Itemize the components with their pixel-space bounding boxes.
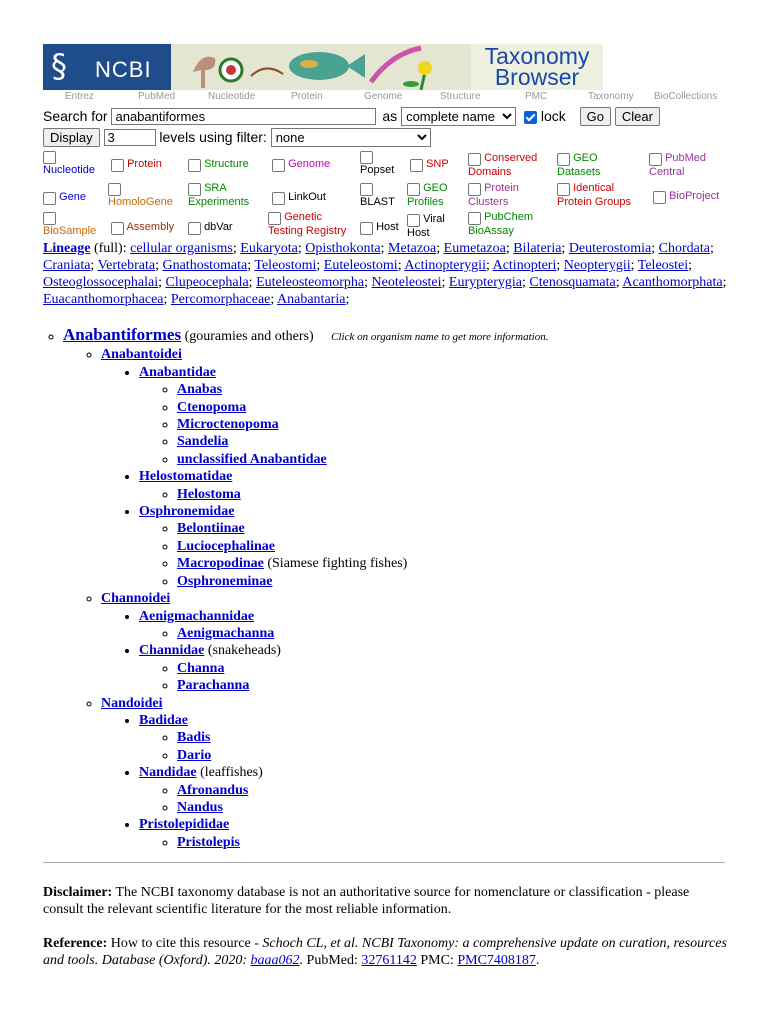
genus-item	[177, 747, 733, 764]
filter-select[interactable]	[271, 128, 431, 147]
taxon-link-genus[interactable]: Parachanna	[177, 678, 250, 694]
lineage-item[interactable]: Actinopteri	[492, 258, 557, 273]
link-filters	[43, 150, 733, 242]
family-item	[139, 642, 733, 694]
genus-item	[177, 799, 733, 816]
filter-geo-datasets[interactable]	[557, 152, 600, 179]
search-mode-select[interactable]	[401, 107, 516, 126]
lineage-item[interactable]: Gnathostomata	[162, 258, 248, 273]
taxon-link-genus[interactable]: Luciocephalinae	[177, 538, 276, 554]
identical-checkbox[interactable]	[557, 183, 570, 196]
pubmed-central-checkbox[interactable]	[649, 153, 662, 166]
bioproject-label: BioProject	[669, 190, 720, 202]
tree-hint: Click on organism name to get more information.	[331, 331, 549, 343]
family-item	[139, 816, 733, 851]
ncbi-logo[interactable]	[43, 44, 171, 90]
lineage-item[interactable]: Vertebrata	[97, 258, 156, 273]
viral-host-checkbox[interactable]	[407, 214, 420, 227]
lineage-item[interactable]: Anabantaria	[277, 292, 346, 307]
reference-pmc-label: PMC:	[420, 953, 454, 968]
bioproject-checkbox[interactable]	[653, 191, 666, 204]
lineage-item[interactable]: Eumetazoa	[443, 241, 506, 256]
suborder-item	[101, 590, 733, 694]
search-row	[43, 107, 660, 126]
root-common-name: (gouramies and others)	[184, 329, 314, 344]
filter-snp[interactable]	[410, 158, 449, 172]
genus-item	[177, 381, 733, 398]
geo-datasets-checkbox[interactable]	[557, 153, 570, 166]
genus-list	[139, 520, 733, 590]
geo-profiles-checkbox[interactable]	[407, 183, 420, 196]
family-list	[101, 712, 733, 851]
genus-item	[177, 782, 733, 799]
host-label: Host	[376, 221, 399, 233]
family-item	[139, 764, 733, 816]
protein-clusters-label: Protein	[484, 182, 519, 194]
lineage-item[interactable]: Clupeocephala	[165, 275, 249, 290]
reference-label: Reference:	[43, 936, 108, 951]
lineage-item[interactable]: Osteoglossocephalai	[43, 275, 159, 290]
lineage-item[interactable]: Deuterostomia	[568, 241, 652, 256]
sra-checkbox[interactable]	[188, 183, 201, 196]
taxon-link-genus[interactable]: Helostoma	[177, 486, 241, 502]
family-list	[101, 364, 733, 590]
genus-item	[177, 834, 733, 851]
lineage-item[interactable]: Neoteleostei	[371, 275, 442, 290]
lineage-item[interactable]: Neopterygii	[563, 258, 631, 273]
filter-geo-profiles[interactable]	[407, 182, 448, 209]
tab-biocollections[interactable]: BioCollections	[654, 91, 718, 102]
dbvar-checkbox[interactable]	[188, 222, 201, 235]
taxon-link-genus[interactable]: Channa	[177, 660, 225, 676]
taxon-link-genus[interactable]: Anabas	[177, 382, 223, 398]
ncbi-logo-text: NCBI	[95, 57, 152, 82]
ncbi-banner	[43, 44, 603, 90]
lineage-item[interactable]: Chordata	[658, 241, 710, 256]
snp-label: SNP	[426, 158, 449, 170]
tab-structure[interactable]: Structure	[440, 91, 481, 102]
taxonomy-tree	[43, 326, 733, 851]
lineage-item[interactable]: Opisthokonta	[305, 241, 381, 256]
taxon-link-genus[interactable]: Belontiinae	[177, 521, 245, 537]
genus-item	[177, 677, 733, 694]
protein-groups-label: Protein Groups	[557, 196, 631, 208]
filter-bioproject[interactable]	[653, 190, 719, 204]
genus-item	[177, 433, 733, 450]
genus-item	[177, 486, 733, 503]
homologene-label: HomoloGene	[108, 196, 173, 208]
genus-item	[177, 416, 733, 433]
viral-label: Viral	[423, 213, 445, 225]
reference-pubmed-label: . PubMed:	[299, 953, 358, 968]
taxon-link-family[interactable]: Channidae	[139, 643, 205, 659]
filter-popset[interactable]	[360, 150, 394, 177]
lineage-item[interactable]: Ctenosquamata	[529, 275, 616, 290]
filter-identical-protein-groups[interactable]	[557, 182, 631, 209]
lineage-item[interactable]: Eurypterygia	[448, 275, 522, 290]
filter-conserved-domains[interactable]	[468, 152, 537, 179]
taxon-link-genus[interactable]: Afronandus	[177, 782, 249, 798]
central-label: Central	[649, 166, 685, 178]
taxon-link-family[interactable]: Osphronemidae	[139, 504, 235, 520]
filter-host[interactable]	[360, 221, 399, 235]
filter-assembly[interactable]	[111, 221, 174, 235]
filter-homologene[interactable]	[108, 182, 173, 209]
title-line-2: Browser	[494, 64, 580, 90]
tab-nucleotide[interactable]: Nucleotide	[208, 91, 256, 102]
taxon-link-genus[interactable]: Sandelia	[177, 434, 229, 450]
filter-pubmed-central[interactable]	[649, 152, 706, 179]
tab-protein[interactable]: Protein	[291, 91, 323, 102]
genus-list	[139, 834, 733, 851]
genus-item	[177, 538, 733, 555]
domains-label: Domains	[468, 166, 512, 178]
conserved-checkbox[interactable]	[468, 153, 481, 166]
filter-nucleotide[interactable]	[43, 150, 95, 177]
genetic-testing-checkbox[interactable]	[268, 212, 281, 225]
taxonomy-browser-title	[471, 44, 603, 90]
lineage-link[interactable]: Lineage	[43, 241, 91, 256]
genus-common-name: (Siamese fighting fishes)	[267, 556, 408, 572]
genus-item	[177, 451, 733, 468]
gene-checkbox[interactable]	[43, 192, 56, 205]
title-line-1: Taxonomy	[484, 43, 590, 69]
filter-linkout[interactable]	[272, 191, 326, 205]
family-common-name: (leaffishes)	[200, 765, 263, 781]
genus-item	[177, 399, 733, 416]
taxon-link-family[interactable]: Nandidae	[139, 765, 197, 781]
blast-label: BLAST	[360, 196, 395, 208]
genetic-label: Genetic	[284, 211, 322, 223]
display-button[interactable]: Display	[43, 128, 100, 147]
lineage-item[interactable]: cellular organisms	[130, 241, 233, 256]
lineage-item[interactable]: Bilateria	[513, 241, 562, 256]
clusters-label: Clusters	[468, 196, 509, 208]
pubchem-checkbox[interactable]	[468, 212, 481, 225]
identical-label: Identical	[573, 182, 615, 194]
geo-label: GEO	[573, 152, 598, 164]
blast-checkbox[interactable]	[360, 183, 373, 196]
disclaimer-text: The NCBI taxonomy database is not an authoritative source for nomenclature or classification - please consult the relevant scientific literature for the most reliable information.	[43, 885, 690, 917]
genus-item	[177, 729, 733, 746]
experiments-label: Experiments	[188, 196, 250, 208]
reference-intro: How to cite this resource -	[110, 936, 259, 951]
tab-taxonomy[interactable]: Taxonomy	[588, 91, 634, 102]
protein-label: Protein	[127, 158, 162, 170]
tab-entrez[interactable]: Entrez	[65, 91, 94, 102]
genome-label: Genome	[288, 158, 331, 170]
lineage: Lineage (full): cellular organisms; Eukaryota; Opisthokonta; Metazoa; Eumetazoa; Bilateria; Deuterostomia; Chordata; Craniata; Vertebrata; Gnathostomata; Teleostomi; Euteleostomi; Actinopterygii; Actinopteri; Neopterygii; Teleostei; Osteoglossocephalai; Clupeocephala; Euteleosteomorpha; Neoteleostei; Eurypterygia; Ctenosquamata; Acanthomorphata; Euacanthomorphacea; Percomorphaceae; Anabantaria;	[43, 241, 727, 307]
taxon-link-genus[interactable]: Badis	[177, 730, 211, 746]
taxon-link-family[interactable]: Aenigmachannidae	[139, 608, 255, 624]
genus-list	[139, 782, 733, 817]
assembly-checkbox[interactable]	[111, 222, 124, 235]
genus-item	[177, 660, 733, 677]
lock-checkbox[interactable]	[524, 111, 537, 124]
popset-label: Popset	[360, 164, 395, 176]
taxon-link-genus[interactable]: Nandus	[177, 799, 223, 815]
filter-blast[interactable]	[360, 182, 395, 209]
lineage-item[interactable]: Metazoa	[388, 241, 437, 256]
search-input[interactable]	[111, 108, 376, 125]
biosample-label: BioSample	[43, 225, 97, 237]
host-checkbox[interactable]	[360, 222, 373, 235]
dbvar-label: dbVar	[204, 221, 233, 233]
protein-checkbox[interactable]	[111, 159, 124, 172]
pubchem-label: PubChem	[484, 211, 533, 223]
filter-sra-experiments[interactable]	[188, 182, 249, 209]
taxon-link-suborder[interactable]: Channoidei	[101, 591, 171, 607]
footer-divider	[43, 862, 725, 863]
gene-label: Gene	[59, 191, 86, 203]
family-list	[101, 608, 733, 695]
lineage-item[interactable]: Teleostomi	[254, 258, 317, 273]
lineage-item[interactable]: Euteleostomi	[323, 258, 398, 273]
family-item	[139, 364, 733, 468]
disclaimer-label: Disclaimer:	[43, 885, 113, 900]
filter-structure[interactable]	[188, 158, 249, 172]
reference-pmc-link[interactable]: PMC7408187	[457, 953, 536, 968]
nucleotide-label: Nucleotide	[43, 164, 95, 176]
as-label: as	[382, 108, 398, 124]
filter-genetic-testing-registry[interactable]	[268, 211, 346, 238]
structure-label: Structure	[204, 158, 249, 170]
go-button[interactable]: Go	[580, 107, 611, 126]
bioassay-label: BioAssay	[468, 225, 514, 237]
conserved-label: Conserved	[484, 152, 538, 164]
sra-label: SRA	[204, 182, 227, 194]
taxon-link-family[interactable]: Anabantidae	[139, 364, 217, 380]
taxon-link-genus[interactable]: Dario	[177, 747, 212, 763]
snp-checkbox[interactable]	[410, 159, 423, 172]
taxon-link-genus[interactable]: Osphroneminae	[177, 573, 273, 589]
levels-input[interactable]	[104, 129, 156, 146]
lineage-item[interactable]: Eukaryota	[240, 241, 298, 256]
taxon-link-suborder[interactable]: Anabantoidei	[101, 347, 182, 363]
disclaimer	[43, 884, 733, 918]
testing-registry-label: Testing Registry	[268, 225, 347, 237]
lineage-item[interactable]: Teleostei	[637, 258, 689, 273]
lineage-item[interactable]: Euteleosteomorpha	[256, 275, 365, 290]
family-item	[139, 468, 733, 503]
filter-gene[interactable]	[43, 191, 86, 205]
filter-protein[interactable]	[111, 158, 162, 172]
genus-list	[139, 486, 733, 503]
genus-list	[139, 381, 733, 468]
genus-item	[177, 520, 733, 537]
genus-list	[139, 660, 733, 695]
family-item	[139, 608, 733, 643]
database-tabs	[43, 91, 723, 103]
lineage-item[interactable]: Actinopterygii	[404, 258, 486, 273]
lineage-item[interactable]: Euacanthomorphacea	[43, 292, 164, 307]
viral-host-label: Host	[407, 227, 430, 239]
family-item	[139, 503, 733, 590]
linkout-label: LinkOut	[288, 191, 326, 203]
profiles-label: Profiles	[407, 196, 444, 208]
taxon-link-family[interactable]: Pristolepididae	[139, 817, 230, 833]
filter-protein-clusters[interactable]	[468, 182, 519, 209]
clear-button[interactable]: Clear	[615, 107, 660, 126]
genus-item	[177, 625, 733, 642]
taxon-link-root[interactable]: Anabantiformes	[63, 325, 182, 344]
genus-list	[139, 729, 733, 764]
homologene-checkbox[interactable]	[108, 183, 121, 196]
structure-checkbox[interactable]	[188, 159, 201, 172]
filter-pubchem-bioassay[interactable]	[468, 211, 533, 238]
geo-profiles-label: GEO	[423, 182, 448, 194]
taxon-link-genus[interactable]: Microctenopoma	[177, 417, 279, 433]
taxon-link-genus[interactable]: Ctenopoma	[177, 399, 247, 415]
ncbi-helix-icon: §	[51, 47, 67, 85]
biosample-checkbox[interactable]	[43, 212, 56, 225]
reference-doi-link[interactable]: baaa062	[250, 953, 300, 968]
levels-label: levels using filter:	[159, 129, 267, 145]
lineage-item[interactable]: Craniata	[43, 258, 91, 273]
reference-citation: Schoch CL, et al. NCBI Taxonomy: a comprehensive update on curation, resources and tools. Database (Oxford). 2020:	[43, 936, 727, 968]
genus-list	[139, 625, 733, 642]
organism-collage-image	[171, 44, 471, 90]
filter-viral-host[interactable]	[407, 213, 445, 240]
genus-item	[177, 555, 733, 572]
genus-item	[177, 573, 733, 590]
taxon-link-family[interactable]: Badidae	[139, 712, 189, 728]
reference	[43, 935, 733, 969]
suborder-item	[101, 695, 733, 852]
family-item	[139, 712, 733, 764]
family-common-name: (snakeheads)	[207, 643, 281, 659]
nucleotide-checkbox[interactable]	[43, 151, 56, 164]
lineage-item[interactable]: Percomorphaceae	[170, 292, 271, 307]
search-label: Search for	[43, 108, 108, 124]
lineage-full-label: (full)	[93, 241, 123, 256]
tab-genome[interactable]: Genome	[364, 91, 403, 102]
taxon-link-genus[interactable]: unclassified Anabantidae	[177, 451, 327, 467]
tab-pubmed[interactable]: PubMed	[138, 91, 176, 102]
suborder-item	[101, 346, 733, 590]
linkout-checkbox[interactable]	[272, 192, 285, 205]
datasets-label: Datasets	[557, 166, 601, 178]
pubmed-label: PubMed	[665, 152, 707, 164]
tree-root	[63, 326, 733, 851]
protein-clusters-checkbox[interactable]	[468, 183, 481, 196]
filter-genome[interactable]	[272, 158, 330, 172]
genome-checkbox[interactable]	[272, 159, 285, 172]
taxon-link-genus[interactable]: Aenigmachanna	[177, 625, 275, 641]
filter-biosample[interactable]	[43, 211, 96, 238]
suborder-list	[63, 346, 733, 851]
taxon-link-genus[interactable]: Macropodinae	[177, 556, 264, 572]
tab-pmc[interactable]: PMC	[525, 91, 548, 102]
taxon-link-suborder[interactable]: Nandoidei	[101, 695, 163, 711]
lock-label: lock	[540, 108, 566, 124]
assembly-label: Assembly	[126, 221, 175, 233]
filter-dbvar[interactable]	[188, 221, 233, 235]
taxon-link-family[interactable]: Helostomatidae	[139, 469, 233, 485]
reference-pubmed-link[interactable]: 32761142	[361, 953, 417, 968]
display-row	[43, 128, 431, 147]
lineage-item[interactable]: Acanthomorphata	[622, 275, 723, 290]
reference-end: .	[535, 953, 540, 968]
popset-checkbox[interactable]	[360, 151, 373, 164]
taxon-link-genus[interactable]: Pristolepis	[177, 834, 240, 850]
